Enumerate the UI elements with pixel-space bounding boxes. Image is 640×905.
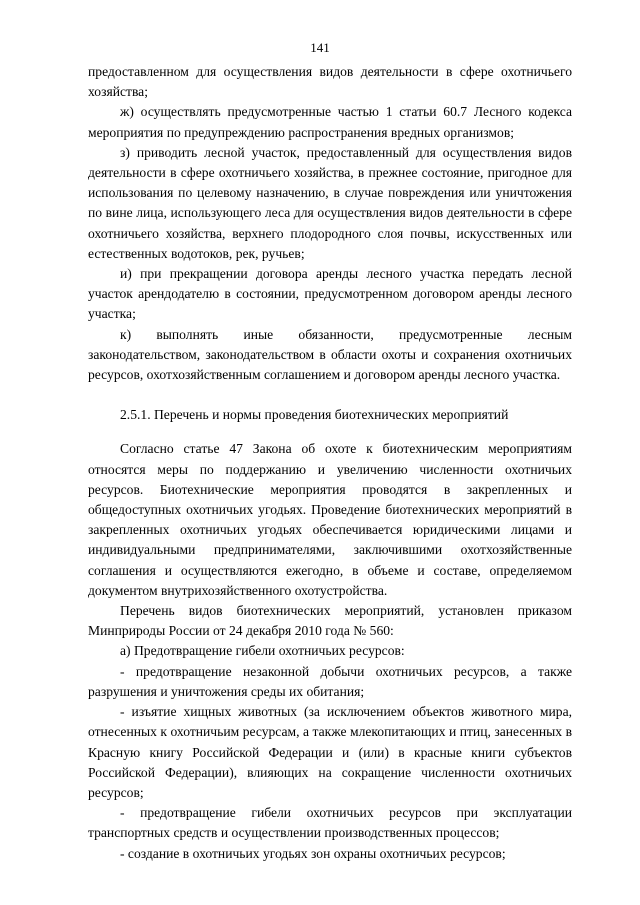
paragraph: предоставленном для осуществления видов деятельности в сфере охотничьего хозяйства;: [88, 64, 572, 100]
section-heading: 2.5.1. Перечень и нормы проведения биотехнических мероприятий: [120, 407, 509, 423]
page-number: 141: [310, 40, 330, 55]
document-body: [88, 62, 572, 864]
list-item: - создание в охотничьих угодьях зон охраны охотничьих ресурсов;: [120, 845, 506, 861]
list-item: - предотвращение незаконной добычи охотничьих ресурсов, а также разрушения и уничтожения среды их обитания;: [88, 663, 572, 699]
list-item: а) Предотвращение гибели охотничьих ресурсов:: [120, 643, 405, 659]
paragraph: к) выполнять иные обязанности, предусмотренные лесным законодательством, законодательством в области охоты и сохранения охотничьих ресурсов, охотхозяйственным соглашением и договором аренды лесного участка.: [88, 326, 572, 383]
paragraph: з) приводить лесной участок, предоставленный для осуществления видов деятельности в сфере охотничьего хозяйства, в прежнее состояние, пригодное для использования по целевому назначению, в случае повреждения или уничтожения по вине лица, использующего леса для осуществления видов деятельности в сфере охотничьего хозяйства, верхнего плодородного слоя почвы, искусственных или естественных водотоков, рек, ручьев;: [88, 144, 572, 261]
spacer: [88, 425, 572, 439]
paragraph: ж) осуществлять предусмотренные частью 1 статьи 60.7 Лесного кодекса мероприятия по предупреждению распространения вредных организмов;: [88, 104, 572, 140]
spacer: [88, 385, 572, 405]
paragraph: и) при прекращении договора аренды лесного участка передать лесной участок арендодателю в состоянии, предусмотренном договором аренды лесного участка;: [88, 266, 572, 322]
list-item: - изъятие хищных животных (за исключением объектов животного мира, отнесенных к охотничьим ресурсам, а также млекопитающих и птиц, занесенных в Красную книгу Российской Федерации и (или) в красные книги субъектов Российской Федерации), влияющих на сокращение численности охотничьих ресурсов;: [88, 704, 572, 800]
paragraph: Перечень видов биотехнических мероприятий, установлен приказом Минприроды России от 24 декабря 2010 года № 560:: [88, 603, 572, 639]
list-item: - предотвращение гибели охотничьих ресурсов при эксплуатации транспортных средств и осуществлении производственных процессов;: [88, 805, 572, 841]
paragraph: Согласно статье 47 Закона об охоте к биотехническим мероприятиям относятся меры по поддержанию и увеличению численности охотничьих ресурсов. Биотехнические мероприятия проводятся в закрепленных и общедоступных охотничьих угодьях. Проведение биотехнических мероприятий в закрепленных охотничьих угодьях обеспечивается юридическими лицами и индивидуальными предпринимателями, заключившими охотхозяйственные соглашения и осуществляются ежегодно, в объеме и составе, определяемом документом внутрихозяйственного охотустройства.: [88, 441, 572, 598]
